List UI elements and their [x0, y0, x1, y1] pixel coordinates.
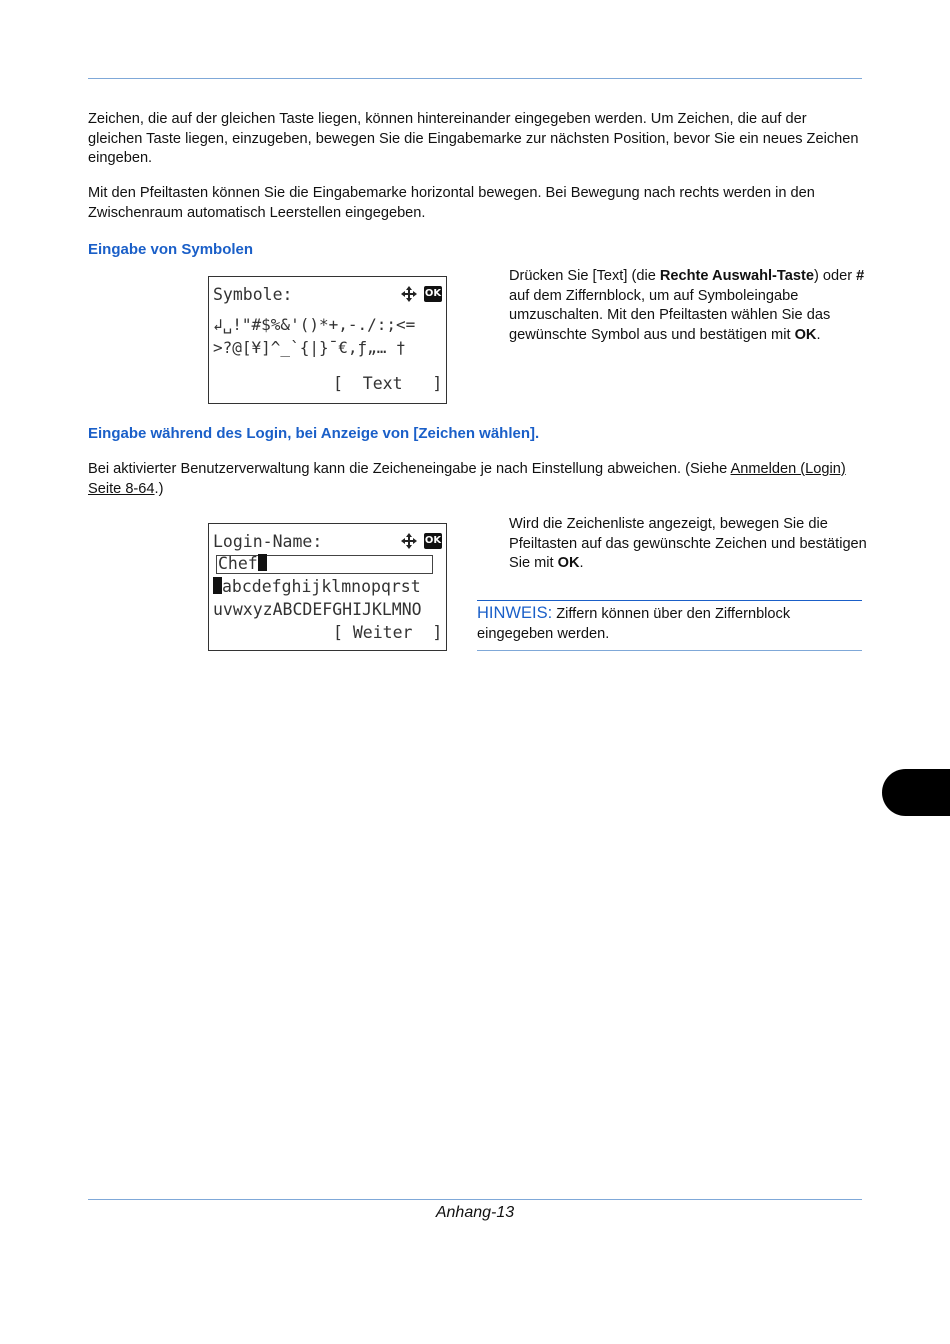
login-desc-bold-1: OK: [557, 555, 580, 571]
ok-icon: OK: [424, 533, 442, 549]
four-way-arrow-icon: [400, 285, 418, 303]
login-description: [509, 515, 869, 574]
intro-paragraph-1: Zeichen, die auf der gleichen Taste liegen, können hintereinander eingegeben werden. Um Zeichen, die auf der gleichen Taste liegen, einzugeben, bewegen Sie die Eingabemarke zur nächsten Position, bevor Sie ein neues Zeichen eingeben.: [88, 111, 859, 166]
ok-icon: OK: [424, 286, 442, 302]
desc-bold-2: #: [856, 268, 865, 284]
header-rule: [88, 78, 862, 79]
char-row-1-text: abcdefghijklmnopqrst: [222, 577, 421, 596]
login-desc-text-1: Wird die Zeichenliste angezeigt, bewegen Sie die Pfeiltasten auf das gewünschte Zeichen und bestätigen Sie mit: [509, 516, 867, 571]
symbols-row-1: ↲␣!"#$%&'()*+,-./:;<=: [213, 315, 416, 334]
login-paragraph-end: .): [154, 480, 164, 497]
desc-text-2: ) oder: [813, 268, 857, 284]
login-heading: Eingabe während des Login, bei Anzeige von [Zeichen wählen].: [88, 425, 540, 442]
text-softkey: [ Text ]: [333, 374, 443, 393]
desc-bold-3: OK: [794, 326, 817, 343]
login-name-value: [218, 554, 267, 574]
desc-bold-1: Rechte Auswahl-Taste: [659, 268, 814, 284]
login-link[interactable]: Anmelden (Login) Seite 8-64: [88, 461, 846, 497]
weiter-softkey: [ Weiter ]: [333, 623, 443, 642]
symbols-row-2: >?@[¥]^_`{|}¯€,ƒ„… †: [213, 338, 406, 357]
symbols-description: [509, 267, 869, 345]
page-number: Anhang-13: [435, 1204, 515, 1221]
hinweis-text: Ziffern können über den Ziffernblock eingegeben werden.: [477, 606, 791, 642]
hinweis-label: HINWEIS:: [477, 604, 553, 622]
symbols-screen-title: Symbole:: [213, 285, 293, 304]
symbols-heading: Eingabe von Symbolen: [88, 241, 254, 258]
login-screen-icons: [400, 532, 442, 550]
chapter-tab: [882, 769, 950, 816]
login-paragraph-text: Bei aktivierter Benutzerverwaltung kann die Zeicheneingabe je nach Einstellung abweichen. (Siehe: [88, 461, 731, 477]
login-screen: [208, 523, 447, 651]
login-paragraph: [88, 460, 862, 499]
four-way-arrow-icon: [400, 532, 418, 550]
text-cursor: [258, 554, 267, 571]
footer-rule: [88, 1199, 862, 1200]
desc-text-4: .: [816, 326, 821, 343]
symbols-screen: [208, 276, 447, 404]
char-row-2: uvwxyzABCDEFGHIJKLMNO: [213, 600, 422, 619]
desc-text-1: Drücken Sie [Text] (die: [509, 268, 660, 284]
selection-cursor: [213, 577, 222, 594]
login-desc-text-2: .: [579, 555, 584, 571]
symbols-screen-icons: [400, 285, 442, 303]
intro-paragraph-2: Mit den Pfeiltasten können Sie die Eingabemarke horizontal bewegen. Bei Bewegung nach rechts werden in den Zwischenraum automatisch Leerstellen eingegeben.: [88, 185, 815, 221]
hinweis-note: [477, 600, 862, 651]
login-name-text: Chef: [218, 554, 258, 573]
char-row-1: [213, 577, 421, 597]
desc-text-3: auf dem Ziffernblock, um auf Symboleingabe umzuschalten. Mit den Pfeiltasten wählen Sie das gewünschte Symbol aus und bestätigen mit: [509, 287, 831, 343]
login-screen-title: Login-Name:: [213, 532, 323, 551]
